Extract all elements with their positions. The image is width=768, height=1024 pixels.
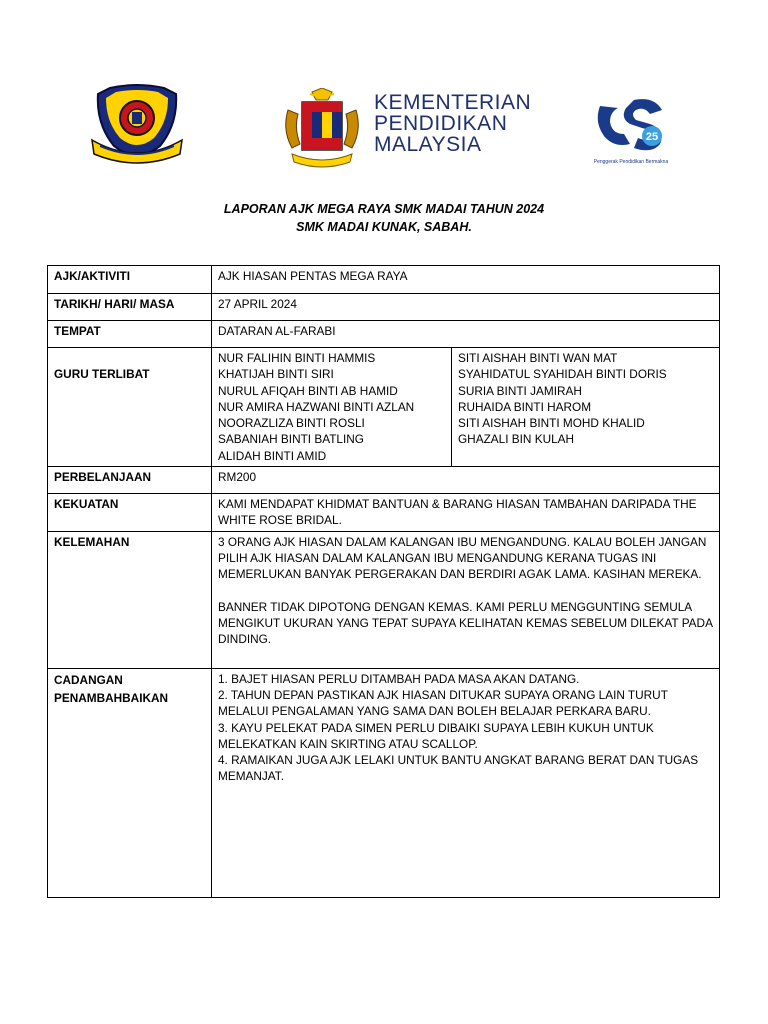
row-label-cadangan [48, 668, 212, 897]
row-value-guru [212, 348, 720, 467]
ministry-logo [280, 88, 550, 170]
row-value-tarikh: 27 APRIL 2024 [212, 294, 720, 321]
teacher-name: NOORAZLIZA BINTI ROSLI [218, 416, 365, 431]
row-value-kelemahan [212, 531, 720, 668]
teacher-column-1 [212, 348, 452, 466]
malaysia-coat-of-arms-icon [280, 88, 364, 170]
teacher-column-2 [452, 348, 719, 466]
row-value-perbelanjaan: RM200 [212, 467, 720, 494]
teacher-name: SYAHIDATUL SYAHIDAH BINTI DORIS [458, 367, 667, 382]
cadangan-label-line2: PENAMBAHBAIKAN [54, 690, 169, 705]
cadangan-label-line1: CADANGAN [54, 672, 123, 687]
teacher-name: SITI AISHAH BINTI WAN MAT [458, 351, 618, 365]
teacher-name: GHAZALI BIN KULAH [458, 432, 575, 447]
row-label-kekuatan: KEKUATAN [48, 494, 212, 532]
table-row [48, 348, 720, 467]
report-subtitle: SMK MADAI KUNAK, SABAH. [296, 220, 472, 234]
table-row [48, 531, 720, 668]
row-label-guru [48, 348, 212, 467]
ministry-name-line2: PENDIDIKAN [374, 112, 508, 135]
kelemahan-paragraph-1: 3 ORANG AJK HIASAN DALAM KALANGAN IBU MENGANDUNG. KALAU BOLEH JANGAN PILIH AJK HIASAN DALAM KALANGAN IBU MENGANDUNG KERANA TUGAS INI MEMERLUKAN BANYAK PERGERAKAN DAN BERDIRI AGAK LAMA. KASIHAN MEREKA. [218, 534, 707, 582]
cadangan-item: 1. BAJET HIASAN PERLU DITAMBAH PADA MASA AKAN DATANG. [218, 671, 580, 686]
table-row [48, 467, 720, 494]
teacher-name: NUR AMIRA HAZWANI BINTI AZLAN [218, 399, 415, 414]
teacher-name: SURIA BINTI JAMIRAH [458, 383, 582, 398]
teacher-name: NUR FALIHIN BINTI HAMMIS [218, 351, 376, 365]
table-row [48, 321, 720, 348]
report-title: LAPORAN AJK MEGA RAYA SMK MADAI TAHUN 2024 [223, 202, 545, 216]
anniversary-25-logo [590, 92, 672, 166]
report-table [47, 265, 720, 898]
ministry-name-line3: MALAYSIA [374, 133, 482, 156]
school-crest-logo [90, 84, 184, 166]
cadangan-item: 4. RAMAIKAN JUGA AJK LELAKI UNTUK BANTU ANGKAT BARANG BERAT DAN TUGAS MEMANJAT. [218, 753, 699, 784]
teacher-name: RUHAIDA BINTI HAROM [458, 399, 592, 414]
badge-25-text: 25 [645, 131, 659, 143]
kelemahan-paragraph-2: BANNER TIDAK DIPOTONG DENGAN KEMAS. KAMI PERLU MENGGUNTING SEMULA MENGIKUT UKURAN YANG TEPAT SUPAYA KELIHATAN KEMAS SEBELUM DILEKAT PADA DINDING. [218, 599, 713, 647]
table-row [48, 668, 720, 897]
row-label-kelemahan: KELEMAHAN [48, 531, 212, 668]
table-row [48, 494, 720, 532]
row-value-kekuatan: KAMI MENDAPAT KHIDMAT BANTUAN & BARANG HIASAN TAMBAHAN DARIPADA THE WHITE ROSE BRIDAL. [212, 494, 720, 532]
teacher-name: SITI AISHAH BINTI MOHD KHALID [458, 416, 645, 431]
ministry-name-line1: KEMENTERIAN [374, 91, 532, 114]
table-row [48, 294, 720, 321]
guru-label-text: GURU TERLIBAT [54, 367, 150, 381]
anniversary-25-icon [590, 92, 672, 154]
teacher-name: NURUL AFIQAH BINTI AB HAMID [218, 383, 398, 398]
teacher-columns [212, 348, 719, 466]
row-value-cadangan [212, 668, 720, 897]
row-label-perbelanjaan: PERBELANJAAN [48, 467, 212, 494]
row-label-tarikh: TARIKH/ HARI/ MASA [48, 294, 212, 321]
ministry-name [374, 92, 531, 155]
row-label-tempat: TEMPAT [48, 321, 212, 348]
badge-caption: Penggerak Pendidikan Bermakna [593, 159, 669, 165]
teacher-name: ALIDAH BINTI AMID [218, 448, 327, 463]
row-value-ajk: AJK HIASAN PENTAS MEGA RAYA [212, 266, 720, 294]
row-label-ajk: AJK/AKTIVITI [48, 266, 212, 294]
cadangan-item: 2. TAHUN DEPAN PASTIKAN AJK HIASAN DITUKAR SUPAYA ORANG LAIN TURUT MELALUI PENGALAMAN YANG SAMA DAN BOLEH BELAJAR PERKARA BARU. [218, 687, 668, 719]
cadangan-item: 3. KAYU PELEKAT PADA SIMEN PERLU DIBAIKI SUPAYA LEBIH KUKUH UNTUK MELEKATKAN KAIN SKIRTING ATAU SCALLOP. [218, 720, 654, 751]
teacher-name: KHATIJAH BINTI SIRI [218, 367, 334, 382]
row-value-tempat: DATARAN AL-FARABI [212, 321, 720, 348]
table-row [48, 266, 720, 294]
teacher-name: SABANIAH BINTI BATLING [218, 432, 364, 447]
